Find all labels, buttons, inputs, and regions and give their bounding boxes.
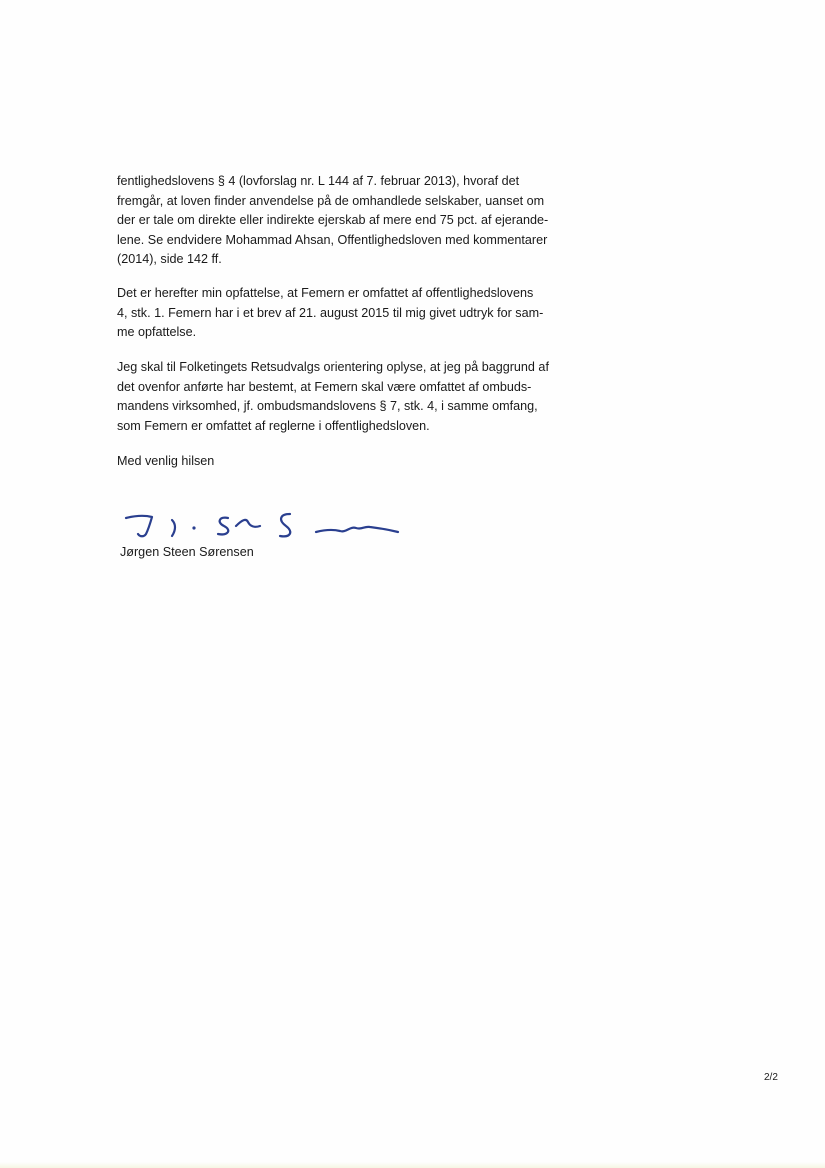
paragraph-line: fremgår, at loven finder anvendelse på de omhandlede selskaber, uanset om xyxy=(117,193,545,208)
paragraph-1 xyxy=(117,172,587,270)
paragraph-2 xyxy=(117,284,587,343)
handwritten-signature xyxy=(120,506,410,546)
paragraph-line: Det er herefter min opfattelse, at Femern er omfattet af offentlighedslovens xyxy=(117,286,534,300)
page-number: 2/2 xyxy=(764,1072,778,1083)
paragraph-line: der er tale om direkte eller indirekte ejerskab af mere end 75 pct. af ejerande- xyxy=(117,213,549,227)
signer-name: Jørgen Steen Sørensen xyxy=(120,545,254,559)
paragraph-line: me opfattelse. xyxy=(117,325,197,339)
paragraph-line: det ovenfor anførte har bestemt, at Femern skal være omfattet af ombuds- xyxy=(117,379,532,394)
paragraph-3 xyxy=(117,358,587,436)
paragraph-line: lene. Se endvidere Mohammad Ahsan, Offentlighedsloven med kommentarer xyxy=(117,232,548,247)
paragraph-line: Jeg skal til Folketingets Retsudvalgs orientering oplyse, at jeg på baggrund af xyxy=(117,360,549,374)
closing-salutation: Med venlig hilsen xyxy=(117,454,215,468)
scan-edge xyxy=(0,1162,825,1168)
paragraph-line: 4, stk. 1. Femern har i et brev af 21. august 2015 til mig givet udtryk for sam- xyxy=(117,305,544,320)
signature-drawing xyxy=(120,506,410,546)
paragraph-line: mandens virksomhed, jf. ombudsmandslovens § 7, stk. 4, i samme omfang, xyxy=(117,399,538,413)
paragraph-line: fentlighedslovens § 4 (lovforslag nr. L 144 af 7. februar 2013), hvoraf det xyxy=(117,174,520,188)
paragraph-line: (2014), side 142 ff. xyxy=(117,252,222,266)
paragraph-line: som Femern er omfattet af reglerne i offentlighedsloven. xyxy=(117,418,430,433)
